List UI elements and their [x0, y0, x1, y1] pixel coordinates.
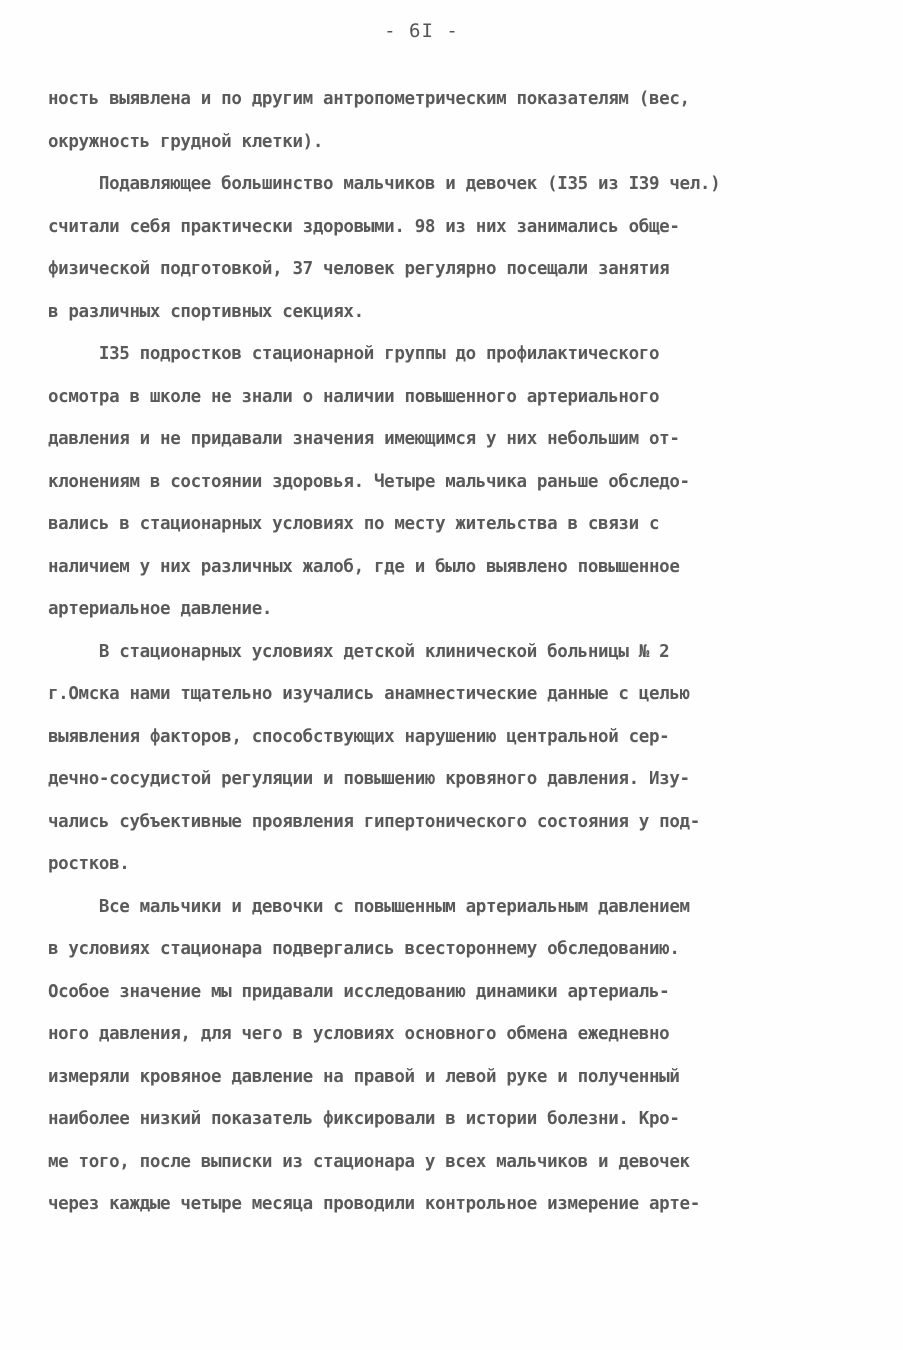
text-line: дечно-сосудистой регуляции и повышению кровяного давления. Изу- [48, 769, 690, 789]
text-line: вались в стационарных условиях по месту жительства в связи с [48, 514, 660, 534]
text-line: наиболее низкий показатель фиксировали в истории болезни. Кро- [48, 1109, 680, 1129]
text-line: чались субъективные проявления гипертонического состояния у под- [48, 811, 700, 832]
text-line: осмотра в школе не знали о наличии повышенного артериального [48, 386, 660, 407]
text-line: ность выявлена и по другим антропометрическим показателям (вес, [48, 89, 690, 109]
text-line: ного давления, для чего в условиях основного обмена ежедневно [48, 1024, 670, 1044]
text-line: через каждые четыре месяца проводили контрольное измерение арте- [48, 1194, 700, 1214]
text-line: в условиях стационара подвергались всестороннему обследованию. [48, 939, 680, 959]
page-number: - 6I - [384, 20, 459, 42]
text-line: г.Омска нами тщательно изучались анамнестические данные с целью [48, 684, 690, 704]
text-line: наличием у них различных жалоб, где и было выявлено повышенное [48, 556, 680, 577]
body-text [48, 78, 848, 1226]
text-line: ростков. [48, 854, 130, 874]
text-line: физической подготовкой, 37 человек регулярно посещали занятия [48, 259, 670, 279]
text-line: Все мальчики и девочки с повышенным артериальным давлением [48, 896, 690, 917]
text-line: окружность грудной клетки). [48, 131, 324, 152]
text-line: Особое значение мы придавали исследованию динамики артериаль- [48, 981, 670, 1002]
text-line: считали себя практически здоровыми. 98 из них занимались обще- [48, 216, 680, 237]
text-line: I35 подростков стационарной группы до профилактического [48, 344, 660, 364]
text-line: выявления факторов, способствующих нарушению центральной сер- [48, 726, 670, 747]
text-line: В стационарных условиях детской клинической больницы № 2 [48, 641, 670, 662]
text-line: ме того, после выписки из стационара у всех мальчиков и девочек [48, 1151, 690, 1172]
text-line: измеряли кровяное давление на правой и левой руке и полученный [48, 1066, 680, 1087]
text-line: клонениям в состоянии здоровья. Четыре мальчика раньше обследо- [48, 471, 690, 492]
text-line: Подавляющее большинство мальчиков и девочек (I35 из I39 чел.) [48, 174, 721, 194]
text-line: давления и не придавали значения имеющимся у них небольшим от- [48, 429, 680, 449]
text-line: артериальное давление. [48, 599, 273, 619]
text-line: в различных спортивных секциях. [48, 301, 364, 322]
